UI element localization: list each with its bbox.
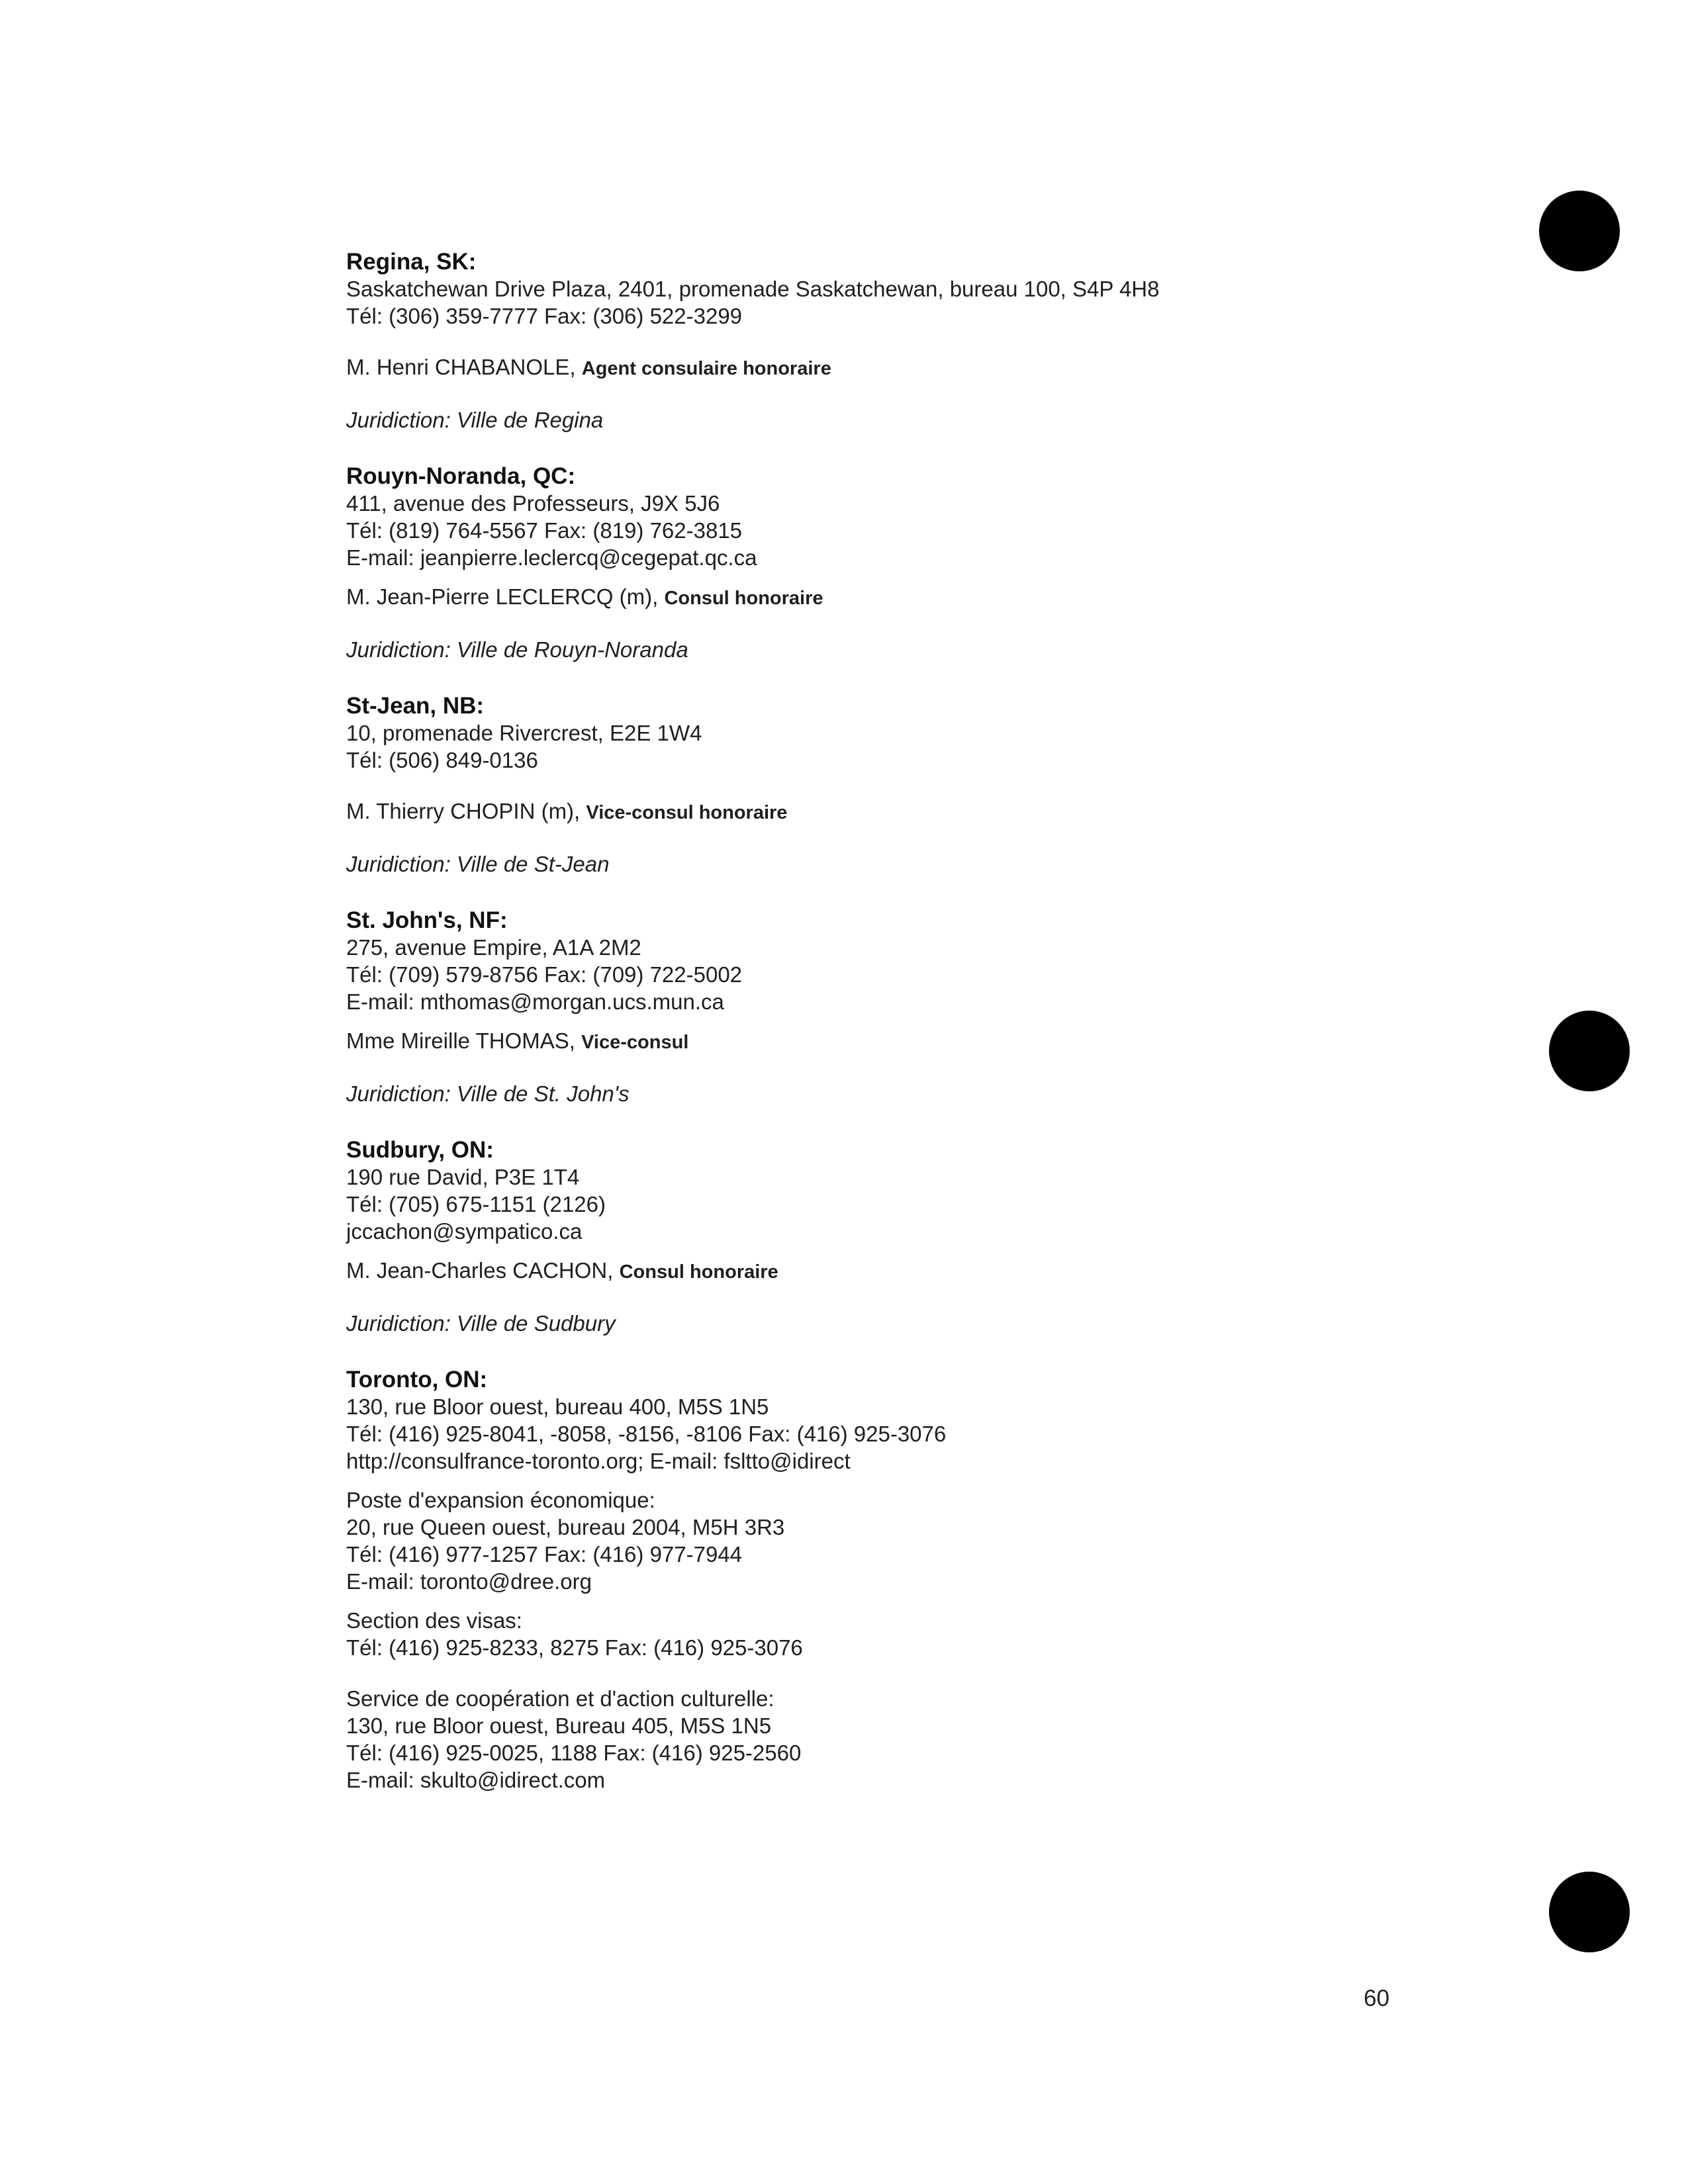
website-email-line: http://consulfrance-toronto.org; E-mail: fsltto@idirect [346, 1449, 851, 1473]
entry-rouyn-noranda [346, 463, 1472, 663]
phone-line: Tél: (705) 675-1151 (2126) [346, 1192, 606, 1216]
consul-person [346, 1027, 1472, 1056]
section-title: Service de coopération et d'action culturelle: [346, 1686, 774, 1711]
address-line: 190 rue David, P3E 1T4 [346, 1165, 580, 1189]
email-line: E-mail: mthomas@morgan.ucs.mun.ca [346, 989, 724, 1014]
entry-heading: St-Jean, NB: [346, 693, 485, 719]
address-line: 130, rue Bloor ouest, bureau 400, M5S 1N5 [346, 1394, 769, 1419]
address-line: 130, rue Bloor ouest, Bureau 405, M5S 1N5 [346, 1713, 772, 1738]
phone-line: Tél: (709) 579-8756 Fax: (709) 722-5002 [346, 962, 743, 987]
email-line: E-mail: jeanpierre.leclercq@cegepat.qc.ca [346, 545, 757, 570]
address-line: 20, rue Queen ouest, bureau 2004, M5H 3R3 [346, 1515, 785, 1539]
address-line: 10, promenade Rivercrest, E2E 1W4 [346, 721, 702, 745]
phone-line: Tél: (416) 925-8041, -8058, -8156, -8106 Fax: (416) 925-3076 [346, 1422, 947, 1446]
phone-line: Tél: (506) 849-0136 [346, 748, 538, 772]
consulate-listing [346, 248, 1472, 1794]
phone-line: Tél: (416) 925-0025, 1188 Fax: (416) 925-2560 [346, 1741, 802, 1765]
person-title: Consul honoraire [619, 1261, 778, 1283]
consul-person [346, 583, 1472, 612]
entry-toronto [346, 1366, 1472, 1794]
page-number: 60 [1364, 1985, 1389, 2011]
entry-heading: Rouyn-Noranda, QC: [346, 463, 576, 489]
person-title: Consul honoraire [664, 588, 823, 609]
jurisdiction: Juridiction: Ville de Regina [346, 408, 604, 432]
jurisdiction: Juridiction: Ville de St-Jean [346, 852, 610, 876]
section-culture [346, 1685, 1472, 1794]
section-visas [346, 1607, 1472, 1661]
email-line: E-mail: toronto@dree.org [346, 1569, 592, 1594]
phone-line: Tél: (306) 359-7777 Fax: (306) 522-3299 [346, 304, 743, 328]
entry-heading: St. John's, NF: [346, 907, 508, 933]
person-name: M. Thierry CHOPIN (m), [346, 799, 586, 823]
entry-heading: Regina, SK: [346, 249, 477, 275]
jurisdiction: Juridiction: Ville de St. John's [346, 1081, 630, 1106]
consul-person [346, 797, 1472, 827]
section-expansion [346, 1486, 1472, 1595]
address-line: 275, avenue Empire, A1A 2M2 [346, 935, 641, 960]
entry-regina [346, 248, 1472, 433]
punch-hole [1539, 191, 1620, 271]
section-title: Poste d'expansion économique: [346, 1488, 655, 1512]
person-title: Vice-consul [581, 1032, 689, 1053]
consul-person [346, 353, 1472, 383]
phone-line: Tél: (416) 925-8233, 8275 Fax: (416) 925-3076 [346, 1635, 803, 1660]
email-line: E-mail: skulto@idirect.com [346, 1768, 606, 1792]
person-name: M. Henri CHABANOLE, [346, 355, 582, 379]
punch-hole [1549, 1011, 1630, 1091]
jurisdiction: Juridiction: Ville de Rouyn-Noranda [346, 637, 688, 662]
person-name: Mme Mireille THOMAS, [346, 1028, 582, 1053]
phone-line: Tél: (416) 977-1257 Fax: (416) 977-7944 [346, 1542, 743, 1567]
person-name: M. Jean-Pierre LECLERCQ (m), [346, 584, 665, 609]
entry-heading: Sudbury, ON: [346, 1137, 494, 1163]
entry-st-jean [346, 692, 1472, 878]
person-name: M. Jean-Charles CACHON, [346, 1258, 620, 1283]
phone-line: Tél: (819) 764-5567 Fax: (819) 762-3815 [346, 518, 743, 543]
punch-hole [1549, 1872, 1630, 1952]
entry-sudbury [346, 1136, 1472, 1337]
jurisdiction: Juridiction: Ville de Sudbury [346, 1311, 616, 1336]
person-title: Agent consulaire honoraire [581, 358, 831, 379]
section-title: Section des visas: [346, 1608, 522, 1633]
address-line: 411, avenue des Professeurs, J9X 5J6 [346, 491, 720, 516]
address-line: Saskatchewan Drive Plaza, 2401, promenade Saskatchewan, bureau 100, S4P 4H8 [346, 277, 1160, 301]
consul-person [346, 1257, 1472, 1286]
person-title: Vice-consul honoraire [586, 802, 788, 823]
entry-st-johns [346, 907, 1472, 1107]
entry-heading: Toronto, ON: [346, 1367, 488, 1392]
email-line: jccachon@sympatico.ca [346, 1219, 583, 1244]
